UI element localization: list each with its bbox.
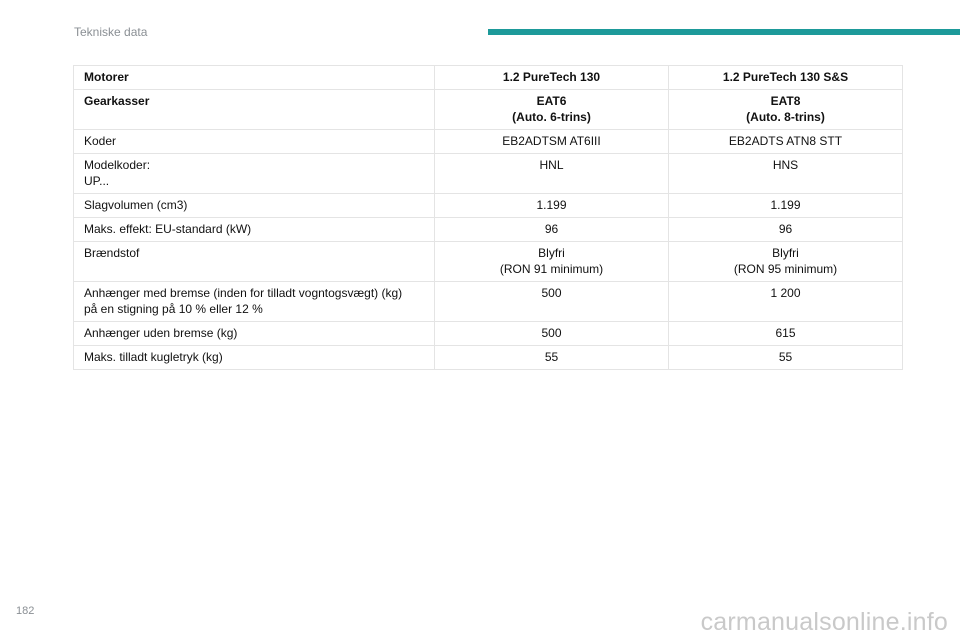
cell-text: HNL [539, 158, 564, 172]
cell-text: Maks. effekt: EU-standard (kW) [84, 222, 252, 236]
table-row [74, 194, 903, 218]
cell-text: Anhænger uden bremse (kg) [84, 326, 238, 340]
cell-text: EAT8 [770, 94, 801, 108]
cell-text: 1.2 PureTech 130 [502, 70, 601, 84]
table-row [74, 242, 903, 282]
cell-text: Brændstof [84, 246, 140, 260]
header-accent-bar [488, 29, 960, 35]
table-row [74, 218, 903, 242]
cell-text: 500 [541, 286, 562, 300]
spec-value-cell [669, 66, 903, 90]
table-row [74, 66, 903, 90]
spec-value-cell [435, 242, 669, 282]
spec-label-cell [74, 194, 435, 218]
watermark: carmanualsonline.info [700, 608, 948, 636]
cell-text: på en stigning på 10 % eller 12 % [84, 302, 263, 316]
cell-text: EAT6 [536, 94, 567, 108]
spec-value-cell [435, 282, 669, 322]
spec-label-cell [74, 154, 435, 194]
cell-text: 55 [778, 350, 793, 364]
cell-text: Gearkasser [84, 94, 150, 108]
cell-text: 500 [541, 326, 562, 340]
cell-text: (RON 95 minimum) [733, 262, 838, 276]
cell-text: EB2ADTS ATN8 STT [728, 134, 843, 148]
spec-value-cell [669, 90, 903, 130]
cell-text: Maks. tilladt kugletryk (kg) [84, 350, 223, 364]
spec-value-cell [669, 154, 903, 194]
cell-text: Anhænger med bremse (inden for tilladt vogntogsvægt) (kg) [84, 286, 403, 300]
spec-label-cell [74, 322, 435, 346]
table-row [74, 154, 903, 194]
spec-value-cell [669, 218, 903, 242]
table-row [74, 322, 903, 346]
table-row [74, 90, 903, 130]
spec-label-cell [74, 66, 435, 90]
table-row [74, 130, 903, 154]
cell-text: EB2ADTSM AT6III [502, 134, 601, 148]
spec-value-cell [669, 242, 903, 282]
spec-label-cell [74, 282, 435, 322]
spec-value-cell [435, 154, 669, 194]
cell-text: Blyfri [538, 246, 565, 260]
spec-value-cell [669, 194, 903, 218]
spec-value-cell [669, 346, 903, 370]
section-title: Tekniske data [74, 25, 148, 39]
cell-text: Motorer [84, 70, 129, 84]
cell-text: Modelkoder: [84, 158, 151, 172]
cell-text: Blyfri [772, 246, 799, 260]
spec-value-cell [435, 90, 669, 130]
cell-text: UP... [84, 174, 110, 188]
cell-text: Slagvolumen (cm3) [84, 198, 188, 212]
cell-text: (RON 91 minimum) [499, 262, 604, 276]
cell-text: 1 200 [770, 286, 801, 300]
tech-spec-table [73, 65, 903, 370]
cell-text: 96 [778, 222, 793, 236]
cell-text: Koder [84, 134, 117, 148]
cell-text: (Auto. 8-trins) [746, 110, 825, 124]
table-row [74, 346, 903, 370]
cell-text: (Auto. 6-trins) [512, 110, 591, 124]
spec-label-cell [74, 90, 435, 130]
spec-value-cell [435, 346, 669, 370]
cell-text: HNS [772, 158, 799, 172]
cell-text: 1.199 [770, 198, 801, 212]
spec-label-cell [74, 130, 435, 154]
spec-value-cell [435, 194, 669, 218]
table-row [74, 282, 903, 322]
spec-value-cell [435, 130, 669, 154]
spec-label-cell [74, 242, 435, 282]
spec-value-cell [669, 130, 903, 154]
cell-text: 1.199 [536, 198, 567, 212]
cell-text: 55 [544, 350, 559, 364]
spec-label-cell [74, 346, 435, 370]
spec-label-cell [74, 218, 435, 242]
cell-text: 96 [544, 222, 559, 236]
page-number: 182 [16, 605, 35, 617]
spec-value-cell [669, 322, 903, 346]
spec-value-cell [435, 218, 669, 242]
cell-text: 1.2 PureTech 130 S&S [722, 70, 849, 84]
spec-value-cell [435, 66, 669, 90]
spec-value-cell [669, 282, 903, 322]
cell-text: 615 [775, 326, 796, 340]
spec-value-cell [435, 322, 669, 346]
